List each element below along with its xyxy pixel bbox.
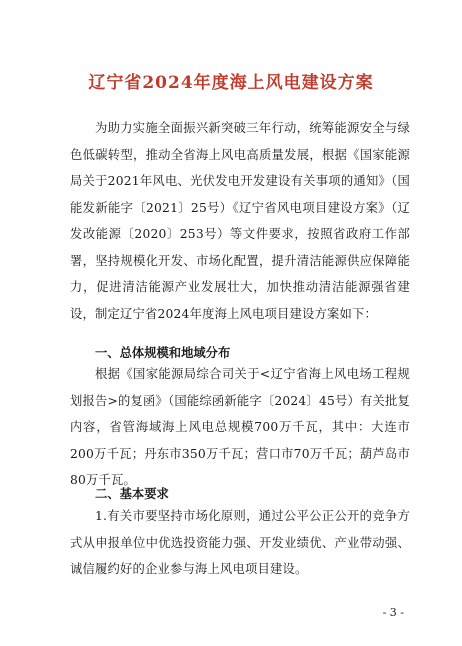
section-body-scale: 根据《国家能源局综合司关于<辽宁省海上风电场工程规划报告>的复函》（国能综函新能字〔2024〕45号）有关批复内容，省管海域海上风电总规模700万千瓦，其中：大连市200万千瓦；丹东市350万千瓦；营口市70万千瓦；葫芦岛市80万千瓦。 — [70, 367, 410, 487]
section-heading-requirements: 二、基本要求 — [95, 487, 169, 501]
document-title: 辽宁省2024年度海上风电建设方案 — [88, 73, 374, 93]
section-heading-scale: 一、总体规模和地域分布 — [95, 346, 231, 360]
intro-paragraph: 为助力实施全面振兴新突破三年行动，统筹能源安全与绿色低碳转型，推动全省海上风电高质量发展，根据《国家能源局关于2021年风电、光伏发电开发建设有关事项的通知》（国能发新能字〔2021〕25号）《辽宁省风电项目建设方案》（辽发改能源〔2020〕253号）等文件要求，按照省政府工作部署，坚持规模化开发、市场化配置，提升清洁能源供应保障能力，促进清洁能源产业发展壮大，加快推动清洁能源强省建设，制定辽宁省2024年度海上风电项目建设方案如下： — [70, 121, 410, 321]
page-number: - 3 - — [382, 606, 404, 619]
section-body-requirements: 1.有关市要坚持市场化原则，通过公平公正公开的竞争方式从申报单位中优选投资能力强、开发业绩优、产业带动强、诚信履约好的企业参与海上风电项目建设。 — [70, 509, 410, 576]
